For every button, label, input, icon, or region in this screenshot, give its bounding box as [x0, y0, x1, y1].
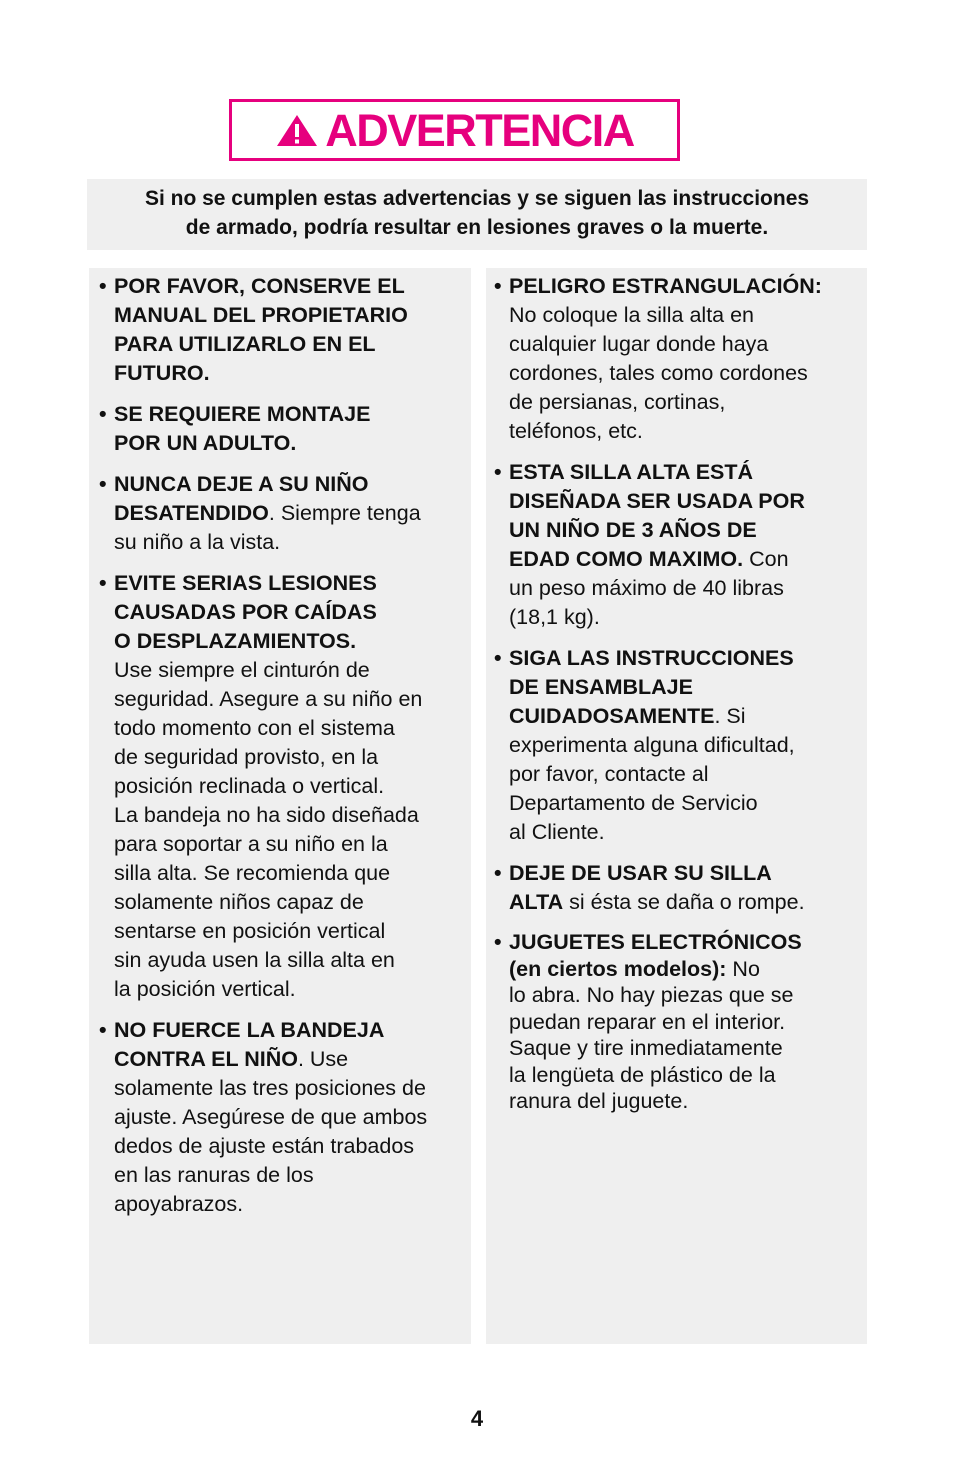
warning-item	[99, 1016, 463, 1219]
bullet-point: •	[99, 402, 107, 426]
warning-text-line: su niño a la vista.	[114, 530, 281, 554]
warning-text-line: para soportar a su niño en la	[114, 832, 388, 856]
warning-heading-line: PELIGRO ESTRANGULACIÓN:	[509, 274, 822, 298]
warning-heading-line: CUIDADOSAMENTE. Si	[509, 704, 746, 728]
warning-item	[494, 859, 859, 917]
warning-text-line: No coloque la silla alta en	[509, 303, 755, 327]
warning-text-line: solamente niños capaz de	[114, 890, 364, 914]
warning-item	[99, 470, 463, 557]
warning-triangle-icon	[275, 112, 319, 148]
bullet-point: •	[494, 460, 502, 484]
warning-heading-line: DEJE DE USAR SU SILLA	[509, 861, 772, 885]
warning-heading-line: NO FUERCE LA BANDEJA	[114, 1018, 385, 1042]
warning-heading-line: SIGA LAS INSTRUCCIONES	[509, 646, 794, 670]
warning-heading-line: CONTRA EL NIÑO. Use	[114, 1047, 349, 1071]
warning-text-tail: No	[726, 956, 760, 981]
warning-text-line: todo momento con el sistema	[114, 716, 395, 740]
warning-text-tail: . Si	[714, 704, 746, 728]
warning-heading-line: O DESPLAZAMIENTOS.	[114, 629, 357, 653]
warning-text-line: la lengüeta de plástico de la	[509, 1062, 776, 1087]
bullet-point: •	[99, 1018, 107, 1042]
warning-heading-line: SE REQUIERE MONTAJE	[114, 402, 371, 426]
warning-title: ADVERTENCIA	[325, 104, 634, 156]
warning-text-tail: Con	[743, 547, 789, 571]
warning-heading-line: UN NIÑO DE 3 AÑOS DE	[509, 518, 757, 542]
bullet-point: •	[99, 472, 107, 496]
warning-heading-line: (en ciertos modelos): No	[509, 956, 760, 981]
warning-heading-line: EDAD COMO MAXIMO. Con	[509, 547, 789, 571]
warning-text-line: ajuste. Asegúrese de que ambos	[114, 1105, 428, 1129]
warning-heading-line: PARA UTILIZARLO EN EL	[114, 332, 376, 356]
warning-item	[494, 272, 859, 446]
warning-text-line: experimenta alguna dificultad,	[509, 733, 795, 757]
warning-text-line: ranura del juguete.	[509, 1089, 689, 1113]
warning-text-line: de seguridad provisto, en la	[114, 745, 379, 769]
bullet-point: •	[99, 571, 107, 595]
bullet-point: •	[494, 861, 502, 885]
intro-line: de armado, podría resultar en lesiones graves o la muerte.	[185, 216, 769, 239]
warning-text-line: Saque y tire inmediatamente	[509, 1036, 783, 1060]
left-warning-column	[89, 268, 471, 1344]
warning-text-line: puedan reparar en el interior.	[509, 1009, 786, 1034]
warning-text-line: La bandeja no ha sido diseñada	[114, 803, 419, 827]
warning-heading-line: DISEÑADA SER USADA POR	[509, 489, 805, 513]
warning-heading-line: FUTURO.	[114, 361, 210, 385]
warning-heading-line: CAUSADAS POR CAÍDAS	[114, 600, 377, 624]
warning-text-line: silla alta. Se recomienda que	[114, 861, 391, 885]
warning-heading-line: EVITE SERIAS LESIONES	[114, 571, 377, 595]
warning-item	[494, 929, 859, 1115]
bullet-point: •	[494, 646, 502, 670]
intro-line: Si no se cumplen estas advertencias y se siguen las instrucciones	[144, 187, 810, 210]
warning-heading-line: MANUAL DEL PROPIETARIO	[114, 303, 408, 327]
warning-text-tail: . Use	[297, 1047, 349, 1071]
warning-text-line: cualquier lugar donde haya	[509, 332, 769, 356]
bullet-point: •	[99, 274, 107, 298]
warning-text-line: un peso máximo de 40 libras	[509, 576, 784, 600]
warning-text-line: sin ayuda usen la silla alta en	[114, 948, 395, 972]
warning-text-line: posición reclinada o vertical.	[114, 774, 385, 798]
right-warning-column	[486, 268, 867, 1344]
warning-item	[99, 400, 463, 458]
bullet-point: •	[494, 274, 502, 298]
warning-text-line: lo abra. No hay piezas que se	[509, 983, 794, 1007]
page-number: 4	[470, 1406, 484, 1431]
warning-text-line: cordones, tales como cordones	[509, 361, 808, 385]
warning-text-line: al Cliente.	[509, 820, 605, 844]
warning-text-line: sentarse en posición vertical	[114, 919, 386, 943]
intro-statement	[87, 179, 867, 250]
warning-text-line: solamente las tres posiciones de	[114, 1076, 426, 1100]
warning-heading-line: ALTA si ésta se daña o rompe.	[509, 890, 805, 914]
warning-text-line: Departamento de Servicio	[509, 791, 758, 815]
warning-text-line: apoyabrazos.	[114, 1192, 244, 1216]
warning-text-tail: . Siempre tenga	[268, 501, 421, 525]
warning-item	[494, 644, 859, 847]
warning-heading-line: NUNCA DEJE A SU NIÑO	[114, 472, 369, 496]
warning-heading-line: ESTA SILLA ALTA ESTÁ	[509, 460, 754, 484]
warning-text-line: dedos de ajuste están trabados	[114, 1134, 415, 1158]
warning-heading-line: POR FAVOR, CONSERVE EL	[114, 274, 405, 298]
warning-text-line: (18,1 kg).	[509, 605, 600, 629]
warning-text-tail: si ésta se daña o rompe.	[563, 890, 805, 914]
warning-heading-line: POR UN ADULTO.	[114, 431, 297, 455]
warning-heading-line: JUGUETES ELECTRÓNICOS	[509, 930, 802, 954]
bullet-point: •	[494, 930, 502, 954]
warning-text-line: teléfonos, etc.	[509, 419, 643, 443]
warning-heading-line: DESATENDIDO. Siempre tenga	[114, 501, 421, 525]
warning-text-line: de persianas, cortinas,	[509, 390, 726, 414]
warning-text-line: en las ranuras de los	[114, 1163, 314, 1187]
warning-text-line: la posición vertical.	[114, 977, 296, 1001]
warning-text-line: seguridad. Asegure a su niño en	[114, 687, 423, 711]
warning-banner	[229, 99, 680, 161]
warning-item	[99, 272, 463, 388]
warning-text-line: Use siempre el cinturón de	[114, 658, 370, 682]
warning-heading-line: DE ENSAMBLAJE	[509, 675, 693, 699]
warning-text-line: por favor, contacte al	[509, 762, 709, 786]
warning-item	[494, 458, 859, 632]
warning-item	[99, 569, 463, 1004]
